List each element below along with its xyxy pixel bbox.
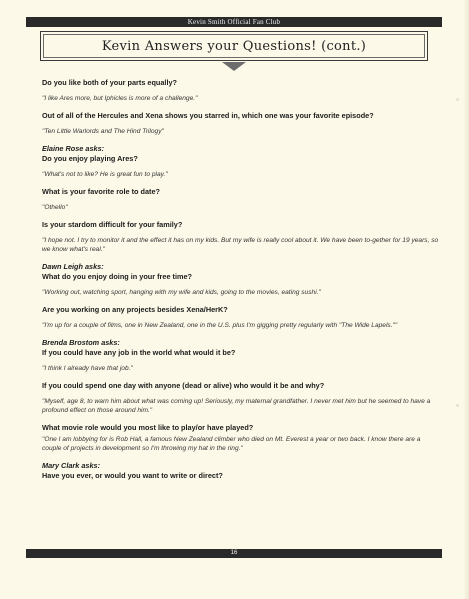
- qa-item: [42, 78, 440, 103]
- answer: "Myself, age 8, to warn him about what was coming up! Seriously, my maternal grandfather. I never met him but he seemed to have a profound effect on those around him.": [42, 398, 431, 414]
- punch-hole-mark: [456, 404, 459, 407]
- answer: "I'm up for a couple of films, one in New Zealand, one in the U.S. plus I'm gigging pretty regularly with "The Wide Lapels."": [42, 322, 398, 329]
- qa-item: [42, 144, 440, 179]
- footer-band: [26, 549, 442, 558]
- qa-item: [42, 423, 440, 453]
- question: What is your favorite role to date?: [42, 187, 160, 196]
- question: If you could have any job in the world what would it be?: [42, 348, 236, 357]
- asker-name: Dawn Leigh asks:: [42, 262, 104, 271]
- page-number: 16: [230, 550, 238, 556]
- page-edge: [463, 0, 469, 599]
- qa-item: [42, 187, 440, 212]
- title-box-inner: [43, 34, 425, 58]
- qa-item: [42, 220, 440, 254]
- asker-name: Mary Clark asks:: [42, 461, 101, 470]
- qa-content: [42, 78, 440, 489]
- fan-club-name: Kevin Smith Official Fan Club: [187, 18, 281, 26]
- answer: "Working out, watching sport, hanging with my wife and kids, going to the movies, eating sushi.": [42, 289, 321, 296]
- title-box: [40, 31, 428, 61]
- qa-item: [42, 111, 440, 136]
- qa-item: [42, 461, 440, 481]
- qa-item: [42, 381, 440, 415]
- question: Do you like both of your parts equally?: [42, 78, 178, 87]
- answer: "Ten Little Warlords and The Hind Trilogy": [42, 128, 164, 135]
- page-title: Kevin Answers your Questions! (cont.): [101, 38, 367, 54]
- question: What movie role would you most like to play/or have played?: [42, 423, 254, 432]
- answer: "I think I already have that job.": [42, 365, 133, 372]
- qa-item: [42, 305, 440, 330]
- question: Do you enjoy playing Ares?: [42, 154, 138, 163]
- question: If you could spend one day with anyone (dead or alive) who would it be and why?: [42, 381, 325, 390]
- qa-item: [42, 262, 440, 297]
- answer: "I like Ares more, but Iphicles is more of a challenge.": [42, 95, 198, 102]
- question: Are you working on any projects besides Xena/HerK?: [42, 305, 228, 314]
- answer: "What's not to like? He is great fun to play.": [42, 171, 168, 178]
- qa-item: [42, 338, 440, 373]
- answer: "One I am lobbying for is Rob Hall, a famous New Zealand climber who died on Mt. Everest a year or two back. I know there are a couple of projects in development so I'm throwing my hat in the ring.": [42, 436, 421, 452]
- asker-name: Elaine Rose asks:: [42, 144, 105, 153]
- answer: "Othello": [42, 204, 68, 211]
- asker-name: Brenda Brostom asks:: [42, 338, 120, 347]
- question: Out of all of the Hercules and Xena shows you starred in, which one was your favorite episode?: [42, 111, 374, 120]
- header-band: [26, 17, 442, 27]
- question: Is your stardom difficult for your family?: [42, 220, 183, 229]
- title-pointer-triangle: [222, 62, 246, 71]
- question: What do you enjoy doing in your free time?: [42, 272, 192, 281]
- question: Have you ever, or would you want to write or direct?: [42, 471, 223, 480]
- punch-hole-mark: [456, 98, 459, 101]
- answer: "I hope not. I try to monitor it and the effect it has on my kids. But my wife is really cool about it. We have been to-gether for 19 years, so we know what's real.": [42, 237, 439, 253]
